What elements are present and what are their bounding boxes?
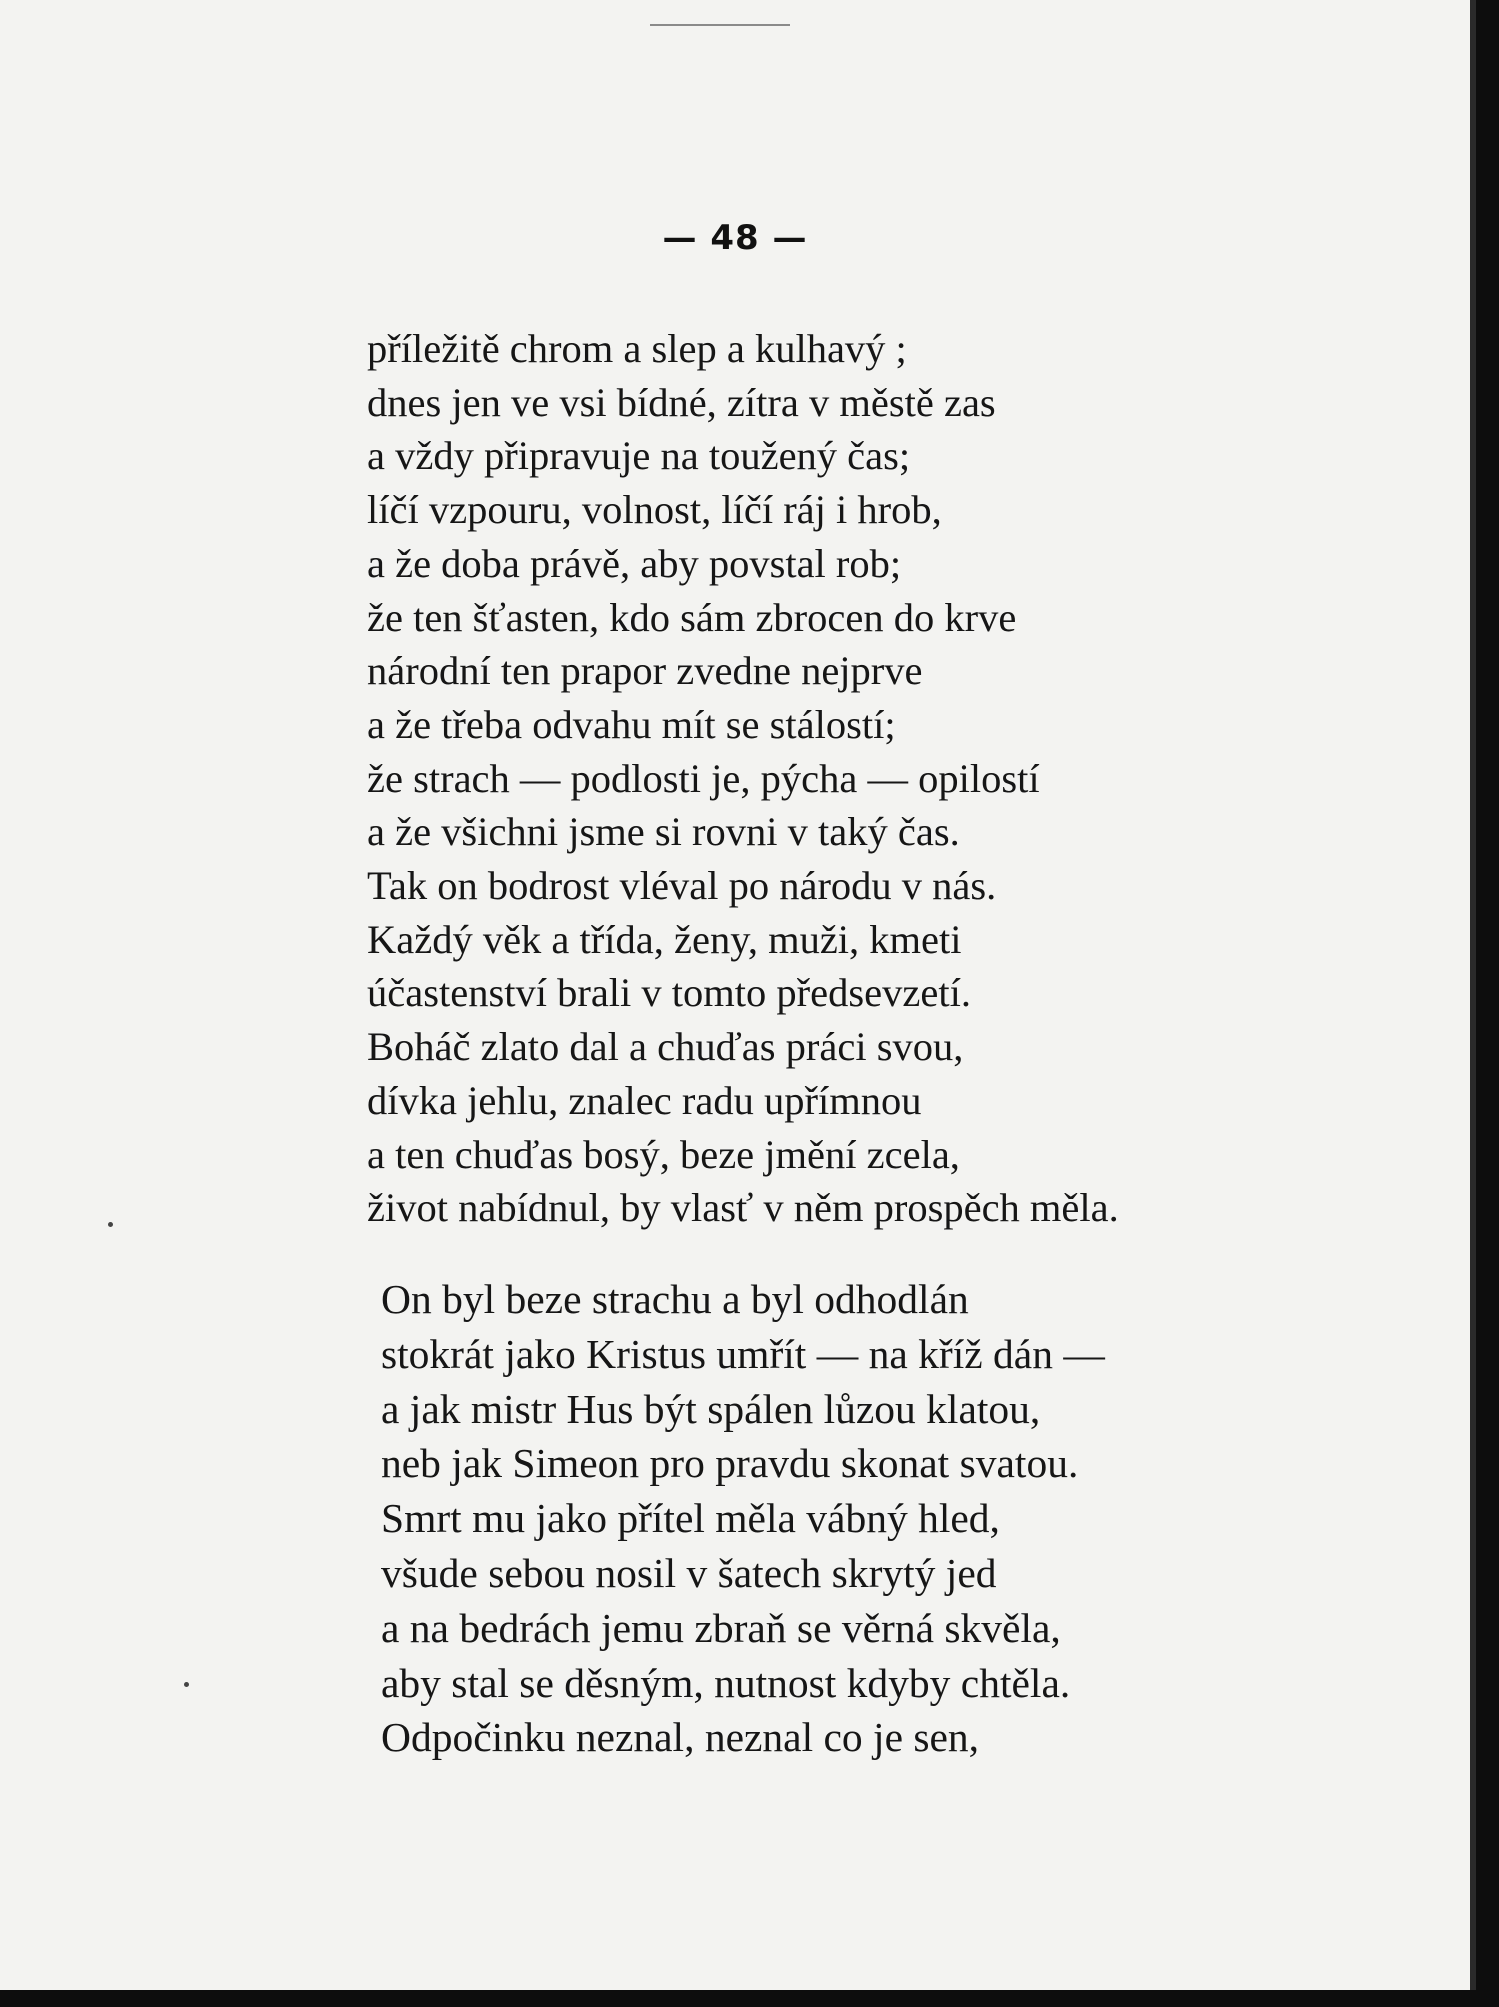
poem-line: neb jak Simeon pro pravdu skonat svatou. [381, 1440, 1079, 1487]
top-rule [650, 24, 790, 26]
scan-speck [184, 1682, 189, 1687]
poem-line: dívka jehlu, znalec radu upřímnou [367, 1077, 922, 1123]
scan-speck [108, 1222, 113, 1227]
poem-line: a že třeba odvahu mít se stálostí; [367, 701, 896, 747]
poem-line: že strach — podlosti je, pýcha — opilostí [367, 755, 1040, 801]
poem-line: líčí vzpouru, volnost, líčí ráj i hrob, [367, 487, 942, 533]
poem-line: aby stal se děsným, nutnost kdyby chtěla. [381, 1659, 1071, 1706]
poem-line: Tak on bodrost vléval po národu v nás. [367, 863, 997, 909]
poem-line: Každý věk a třída, ženy, muži, kmeti [367, 916, 962, 962]
poem-line: Odpočinku neznal, neznal co je sen, [381, 1714, 980, 1761]
page-number: — 48 — [662, 218, 808, 258]
poem-line: a na bedrách jemu zbraň se věrná skvěla, [381, 1604, 1061, 1651]
poem-line: národní ten prapor zvedne nejprve [367, 648, 923, 694]
stanza-2 [381, 1272, 1105, 1765]
poem-line: dnes jen ve vsi bídné, zítra v městě zas [367, 379, 996, 425]
poem-line: příležitě chrom a slep a kulhavý ; [367, 326, 907, 371]
poem-line: a vždy připravuje na toužený čas; [367, 433, 911, 479]
poem-line: a že doba právě, aby povstal rob; [367, 540, 902, 586]
poem-line: život nabídnul, by vlasť v něm prospěch měla. [367, 1185, 1119, 1231]
poem-line: Smrt mu jako přítel měla vábný hled, [381, 1495, 1000, 1542]
stanza-1 [367, 322, 1119, 1235]
poem-line: že ten šťasten, kdo sám zbrocen do krve [367, 594, 1017, 640]
poem-line: všude sebou nosil v šatech skrytý jed [381, 1549, 997, 1596]
poem-line: a jak mistr Hus být spálen lůzou klatou, [381, 1385, 1041, 1432]
poem-line: Boháč zlato dal a chuďas práci svou, [367, 1024, 964, 1070]
poem-line: a ten chuďas bosý, beze jmění zcela, [367, 1131, 960, 1177]
poem-line: a že všichni jsme si rovni v taký čas. [367, 809, 960, 855]
poem-line: účastenství brali v tomto předsevzetí. [367, 970, 971, 1016]
poem-line: stokrát jako Kristus umřít — na kříž dán — [381, 1330, 1105, 1377]
poem-line: On byl beze strachu a byl odhodlán [381, 1276, 969, 1322]
